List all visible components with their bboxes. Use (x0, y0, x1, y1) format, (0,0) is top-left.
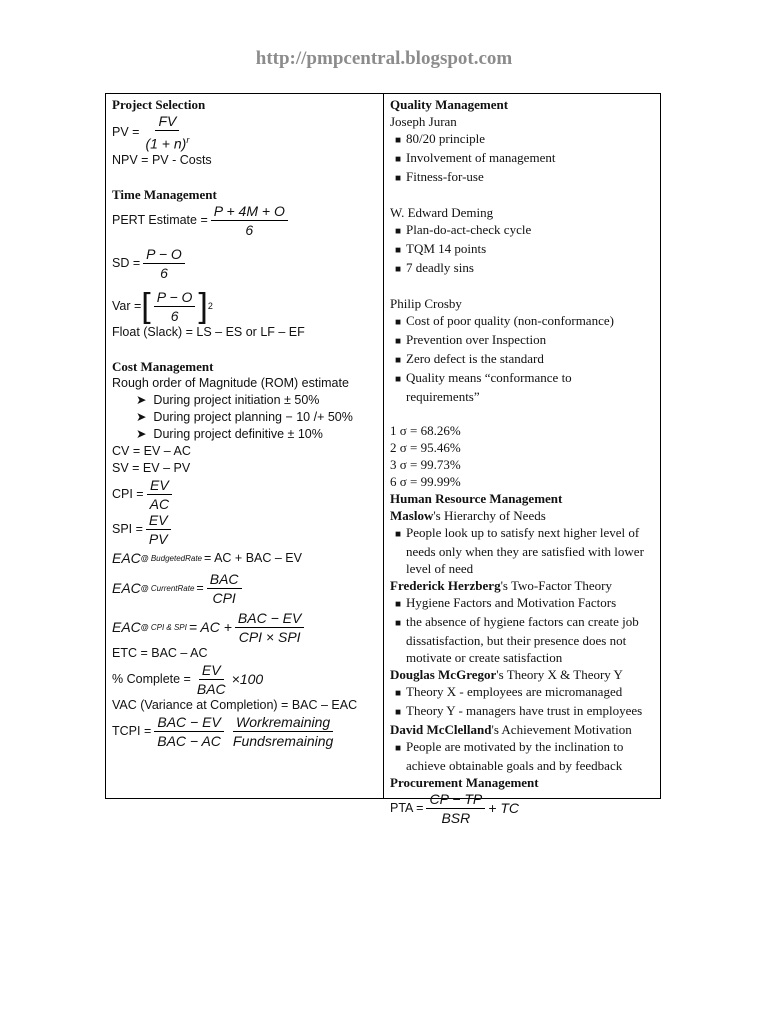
cpi-formula (112, 477, 380, 512)
pta-formula (390, 791, 660, 826)
spi-fraction (146, 512, 171, 547)
pv-label: PV = (112, 124, 140, 139)
percent-complete-numerator: EV (199, 662, 224, 680)
deming-item: ■ Plan-do-act-check cycle (390, 221, 660, 240)
spi-denominator: PV (148, 530, 168, 547)
deming-item: ■ 7 deadly sins (390, 259, 660, 278)
herzberg-title: Frederick Herzberg's Two-Factor Theory (390, 578, 613, 593)
square-bullet-icon: ■ (395, 173, 402, 184)
juran-item: ■ Involvement of management (390, 149, 660, 168)
eac-cpi-spi-denominator: CPI × SPI (238, 628, 301, 645)
crosby-item: ■ Cost of poor quality (non-conformance) (390, 312, 660, 331)
hr-management-heading: Human Resource Management (390, 491, 563, 506)
sd-fraction (143, 246, 185, 281)
arrow-bullet-icon: ➤ (136, 392, 154, 407)
pert-denominator: 6 (245, 221, 254, 238)
sigma-2: 2 σ = 95.46% (390, 440, 461, 455)
tcpi-alt-numerator: Workremaining (233, 714, 333, 732)
sd-numerator: P − O (143, 246, 185, 264)
eac-budgeted-rest: = AC + BAC – EV (204, 550, 302, 565)
right-column (390, 96, 660, 826)
eac-budgeted-main: EAC (112, 549, 141, 566)
eac-current-fraction (207, 571, 242, 606)
mcgregor-title: Douglas McGregor's Theory X & Theory Y (390, 667, 623, 682)
project-selection-heading: Project Selection (112, 97, 206, 112)
mcclelland-item: ■ People are motivated by the inclination to achieve obtainable goals and by feedback (395, 739, 624, 773)
var-fraction (154, 289, 196, 324)
crosby-item: ■ Zero defect is the standard (390, 350, 660, 369)
square-bullet-icon: ■ (395, 135, 402, 146)
rom-item (112, 426, 380, 443)
eac-budgeted-sub: @ BudgetedRate (140, 553, 202, 563)
square-bullet-icon: ■ (395, 317, 402, 328)
eac-current-main: EAC (112, 579, 141, 596)
arrow-bullet-icon: ➤ (136, 426, 154, 441)
eac-cpi-spi-main: EAC (112, 618, 141, 635)
deming-item: ■ TQM 14 points (390, 240, 660, 259)
eac-budgeted-sub-text: BudgetedRate (150, 553, 202, 563)
percent-complete-label: % Complete = (112, 671, 191, 686)
square-bullet-icon: ■ (395, 154, 402, 165)
spi-formula (112, 512, 380, 547)
tcpi-alt-denominator: Fundsremaining (232, 732, 334, 749)
mcgregor-item: ■ Theory Y - managers have trust in employees (390, 702, 660, 721)
mcgregor-item: ■ Theory X - employees are micromanaged (390, 683, 660, 702)
vac-formula: VAC (Variance at Completion) = BAC – EAC (112, 697, 358, 712)
rom-text: Rough order of Magnitude (ROM) estimate (112, 375, 349, 390)
juran-item: ■ Fitness-for-use (390, 168, 660, 187)
pta-denominator: BSR (441, 810, 471, 826)
cpi-denominator: AC (149, 495, 170, 512)
square-bullet-icon: ■ (395, 707, 402, 718)
right-bracket-icon: ] (198, 287, 208, 326)
rom-item (112, 409, 380, 426)
tcpi-fraction (154, 714, 224, 749)
eac-budgeted-formula (112, 550, 380, 567)
percent-complete-tail: ×100 (231, 670, 264, 687)
arrow-bullet-icon: ➤ (136, 409, 154, 424)
left-bracket-icon: [ (141, 287, 151, 326)
crosby-name: Philip Crosby (390, 296, 462, 311)
sigma-3: 3 σ = 99.73% (390, 457, 461, 472)
eac-cpi-spi-numerator: BAC − EV (235, 610, 304, 628)
pta-fraction (426, 791, 485, 826)
eac-current-sub-text: CurrentRate (150, 583, 195, 593)
tcpi-formula (112, 714, 380, 749)
rom-item-text: During project definitive ± 10% (153, 426, 323, 441)
crosby-item: ■ Quality means “conformance to requirements” (395, 370, 572, 404)
sigma-1: 1 σ = 68.26% (390, 423, 461, 438)
procurement-management-heading: Procurement Management (390, 775, 539, 790)
sigma-6: 6 σ = 99.99% (390, 474, 461, 489)
eac-current-sub: @ CurrentRate (140, 583, 195, 593)
rom-item (112, 392, 380, 409)
square-bullet-icon: ■ (395, 355, 402, 366)
rom-item-text: During project planning − 10 /+ 50% (153, 409, 353, 424)
tcpi-alt-fraction (230, 714, 336, 749)
pert-fraction (211, 203, 288, 238)
npv-formula: NPV = PV - Costs (112, 152, 212, 167)
pv-fraction (142, 113, 192, 152)
spi-numerator: EV (146, 512, 171, 530)
eac-current-formula: EAC @ CurrentRate = $\frac{\text{BAC}}{\text{CPI}}$ (112, 571, 380, 606)
square-bullet-icon: ■ (395, 336, 402, 347)
cv-formula: CV = EV – AC (112, 443, 191, 458)
juran-name: Joseph Juran (390, 114, 457, 129)
sd-formula (112, 246, 380, 281)
pv-denominator (142, 131, 192, 152)
cpi-numerator: EV (147, 477, 172, 495)
pta-label: PTA = (390, 801, 424, 815)
var-exponent: 2 (207, 300, 213, 311)
time-management-heading: Time Management (112, 186, 217, 202)
etc-formula: ETC = BAC – AC (112, 645, 208, 660)
pta-numerator: CP − TP (426, 791, 485, 809)
pv-formula (112, 113, 380, 152)
eac-cpi-spi-formula (112, 610, 380, 645)
pv-den-exponent: r (186, 135, 190, 145)
left-column (112, 96, 380, 749)
mcclelland-title: David McClelland's Achievement Motivation (390, 722, 632, 737)
maslow-title: Maslow's Hierarchy of Needs (390, 508, 546, 523)
square-bullet-icon: ■ (395, 529, 402, 540)
square-bullet-icon: ■ (395, 264, 402, 275)
tcpi-numerator: BAC − EV (154, 714, 223, 732)
sd-denominator: 6 (160, 264, 168, 281)
square-bullet-icon: ■ (395, 618, 402, 629)
square-bullet-icon: ■ (395, 688, 402, 699)
square-bullet-icon: ■ (395, 226, 402, 237)
eac-current-numerator: BAC (207, 571, 242, 589)
eac-current-denominator: CPI (212, 589, 236, 606)
rom-item-text: During project initiation ± 50% (153, 392, 320, 407)
eac-cpi-spi-fraction (235, 610, 304, 645)
crosby-item: ■ Prevention over Inspection (390, 331, 660, 350)
square-bullet-icon: ■ (395, 245, 402, 256)
pv-den-base: (1 + n) (145, 135, 187, 152)
tcpi-denominator: BAC − AC (157, 732, 221, 749)
deming-name: W. Edward Deming (390, 205, 494, 220)
pert-numerator: P + 4M + O (211, 203, 288, 221)
var-bracket (141, 289, 213, 324)
blog-url[interactable]: http://pmpcentral.blogspot.com (255, 48, 513, 69)
juran-item: ■ 80/20 principle (390, 130, 660, 149)
percent-complete-formula (112, 662, 380, 697)
tcpi-label: TCPI = (112, 723, 152, 738)
spi-label: SPI = (112, 521, 143, 536)
var-denominator: 6 (170, 307, 179, 324)
cost-management-heading: Cost Management (112, 358, 214, 374)
percent-complete-fraction (194, 662, 229, 697)
pert-label: PERT Estimate = (112, 212, 208, 227)
herzberg-item: ■ Hygiene Factors and Motivation Factors (390, 594, 660, 613)
var-label: Var = (112, 298, 142, 313)
float-formula: Float (Slack) = LS – ES or LF – EF (112, 324, 305, 339)
herzberg-item: ■ the absence of hygiene factors can create job dissatisfaction, but their presence does not motivate or create satisfaction (395, 614, 639, 665)
eac-cpi-spi-sub-text: CPI & SPI (150, 622, 187, 632)
square-bullet-icon: ■ (395, 374, 402, 385)
eac-cpi-spi-mid: = AC + (188, 618, 232, 635)
sv-formula: SV = EV – PV (112, 460, 191, 475)
eac-cpi-spi-sub: @ CPI & SPI (140, 622, 187, 632)
cpi-fraction (147, 477, 172, 512)
pert-formula (112, 203, 380, 238)
square-bullet-icon: ■ (395, 599, 402, 610)
quality-management-heading: Quality Management (390, 97, 509, 112)
cpi-label: CPI = (112, 486, 144, 501)
percent-complete-denominator: BAC (196, 680, 226, 697)
sd-label: SD = (112, 255, 141, 270)
pta-tail: + TC (488, 800, 519, 816)
var-numerator: P − O (154, 289, 196, 307)
maslow-item: ■ People look up to satisfy next higher level of needs only when they are satisfied with lower level of need (395, 525, 644, 576)
pv-numerator: FV (155, 113, 179, 131)
var-formula (112, 289, 380, 324)
column-divider (383, 93, 384, 799)
square-bullet-icon: ■ (395, 743, 402, 754)
